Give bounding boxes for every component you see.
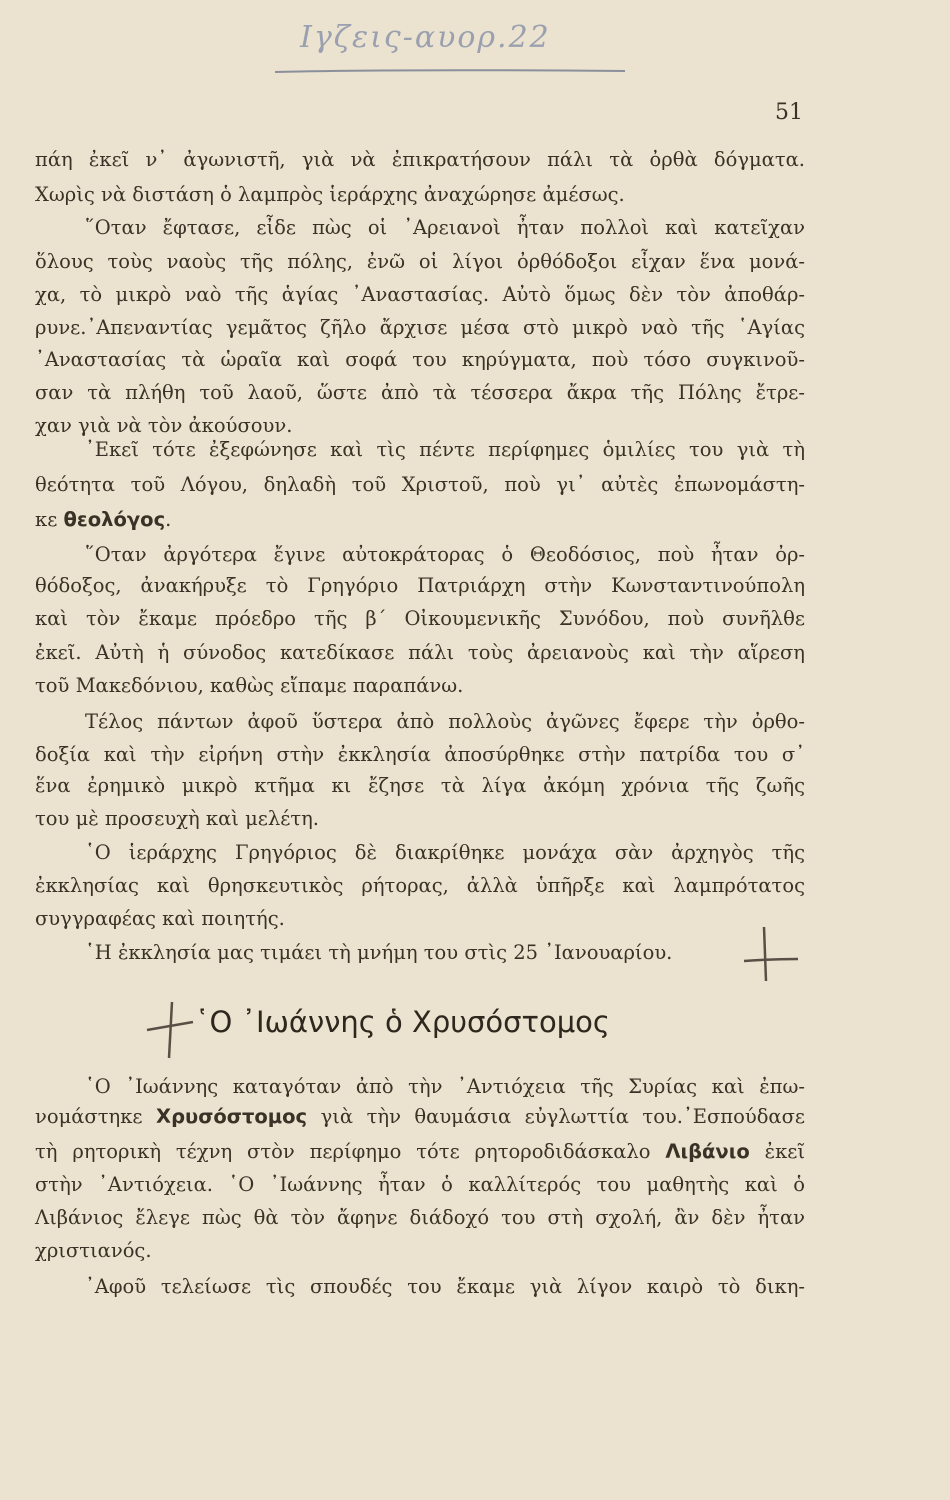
- text-line-with-term: [35, 1142, 805, 1162]
- text-line: δοξία καὶ τὴν εἰρήνη στὴν ἐκκλησία ἀποσύρθηκε στὴν πατρίδα του σ᾽: [35, 743, 805, 766]
- text-fragment: ἐκεῖ: [764, 1140, 806, 1163]
- handwritten-underline: [275, 68, 625, 74]
- text-fragment: .: [165, 508, 172, 531]
- text-line: ῞Οταν ἀργότερα ἔγινε αὐτοκράτορας ὁ Θεοδόσιος, ποὺ ἦταν ὀρ-: [85, 543, 805, 566]
- text-line: ῾Ο ἱεράρχης Γρηγόριος δὲ διακρίθηκε μονάχα σὰν ἀρχηγὸς τῆς: [85, 841, 805, 864]
- text-line: πάη ἐκεῖ ν᾽ ἀγωνιστῆ, γιὰ νὰ ἐπικρατήσουν πάλι τὰ ὀρθὰ δόγματα.: [35, 148, 805, 171]
- text-line: τοῦ Μακεδόνιου, καθὼς εἴπαμε παραπάνω.: [35, 674, 464, 697]
- section-heading: ῾Ο ᾽Ιωάννης ὁ Χρυσόστομος: [195, 1005, 610, 1039]
- text-line-with-term: [35, 510, 805, 530]
- text-line: χριστιανός.: [35, 1239, 152, 1262]
- cross-mark-icon: [742, 925, 802, 985]
- text-line: σαν τὰ πλήθη τοῦ λαοῦ, ὥστε ἀπὸ τὰ τέσσερα ἄκρα τῆς Πόλης ἔτρε-: [35, 381, 805, 404]
- text-fragment: τὴ ρητορικὴ τέχνη στὸν περίφημο τότε ρητοροδιδάσκαλο: [35, 1140, 651, 1163]
- text-line: ῾Ο ᾽Ιωάννης καταγόταν ἀπὸ τὴν ᾽Αντιόχεια τῆς Συρίας καὶ ἐπω-: [85, 1075, 805, 1098]
- text-line: θόδοξος, ἀνακήρυξε τὸ Γρηγόριο Πατριάρχη στὴν Κωνσταντινούπολη: [35, 574, 805, 597]
- text-line: ᾽Αφοῦ τελείωσε τὶς σπουδές του ἔκαμε γιὰ λίγον καιρὸ τὸ δικη-: [85, 1275, 805, 1298]
- text-line: καὶ τὸν ἔκαμε πρόεδρο τῆς β΄ Οἰκουμενικῆς Συνόδου, ποὺ συνῆλθε: [35, 607, 805, 630]
- text-line: Χωρὶς νὰ διστάση ὁ λαμπρὸς ἱεράρχης ἀναχώρησε ἀμέσως.: [35, 183, 625, 206]
- text-line: θεότητα τοῦ Λόγου, δηλαδὴ τοῦ Χριστοῦ, ποὺ γι᾽ αὐτὲς ἐπωνομάστη-: [35, 473, 805, 496]
- text-line: συγγραφέας καὶ ποιητής.: [35, 907, 285, 930]
- text-fragment: νομάστηκε: [35, 1105, 143, 1128]
- bold-term-theologos: θεολόγος: [63, 508, 166, 531]
- text-line: Τέλος πάντων ἀφοῦ ὕστερα ἀπὸ πολλοὺς ἀγῶνες ἔφερε τὴν ὀρθο-: [85, 710, 805, 733]
- text-line: στὴν ᾽Αντιόχεια. ῾Ο ᾽Ιωάννης ἦταν ὁ καλλίτερός του μαθητὴς καὶ ὁ: [35, 1173, 805, 1196]
- text-line: χαν γιὰ νὰ τὸν ἀκούσουν.: [35, 414, 293, 437]
- page-number: 51: [775, 100, 803, 125]
- text-line: ᾽Αναστασίας τὰ ὡραῖα καὶ σοφά του κηρύγματα, ποὺ τόσο συγκινοῦ-: [35, 348, 805, 371]
- text-line: ῾Η ἐκκλησία μας τιμάει τὴ μνήμη του στὶς 25 ᾽Ιανουαρίου.: [85, 941, 673, 964]
- cross-mark-icon: [145, 1000, 195, 1060]
- text-line: χα, τὸ μικρὸ ναὸ τῆς ἁγίας ᾽Αναστασίας. Αὐτὸ ὅμως δὲν τὸν ἀποθάρ-: [35, 283, 805, 306]
- text-line: του μὲ προσευχὴ καὶ μελέτη.: [35, 807, 320, 830]
- text-line-with-term: [35, 1107, 805, 1127]
- text-line: ἐκεῖ. Αὐτὴ ἡ σύνοδος κατεδίκασε πάλι τοὺς ἀρειανοὺς καὶ τὴν αἵρεση: [35, 641, 805, 664]
- text-line: Λιβάνιος ἔλεγε πὼς θὰ τὸν ἄφηνε διάδοχό του στὴ σχολή, ἂν δὲν ἦταν: [35, 1206, 805, 1229]
- handwritten-note: Ιγζεις-αυορ.22: [300, 20, 551, 55]
- bold-term-libanios: Λιβάνιο: [665, 1140, 750, 1163]
- text-fragment: κε: [35, 508, 58, 531]
- bold-term-chrysostomos: Χρυσόστομος: [156, 1105, 308, 1128]
- text-line: ᾽Εκεῖ τότε ἐξεφώνησε καὶ τὶς πέντε περίφημες ὁμιλίες του γιὰ τὴ: [85, 438, 805, 461]
- text-line: ὅλους τοὺς ναοὺς τῆς πόλης, ἐνῶ οἱ λίγοι ὀρθόδοξοι εἶχαν ἕνα μονά-: [35, 250, 805, 273]
- text-line: ἕνα ἐρημικὸ μικρὸ κτῆμα κι ἔζησε τὰ λίγα ἀκόμη χρόνια τῆς ζωῆς: [35, 774, 805, 797]
- text-line: ῞Οταν ἔφτασε, εἶδε πὼς οἱ ᾽Αρειανοὶ ἦταν πολλοὶ καὶ κατεῖχαν: [85, 216, 805, 239]
- text-line: ἐκκλησίας καὶ θρησκευτικὸς ρήτορας, ἀλλὰ ὑπῆρξε καὶ λαμπρότατος: [35, 874, 805, 897]
- text-fragment: γιὰ τὴν θαυμάσια εὐγλωττία του.᾽Εσπούδασε: [320, 1105, 806, 1128]
- text-line: ρυνε.᾽Απεναντίας γεμᾶτος ζῆλο ἄρχισε μέσα στὸ μικρὸ ναὸ τῆς ῾Αγίας: [35, 316, 805, 339]
